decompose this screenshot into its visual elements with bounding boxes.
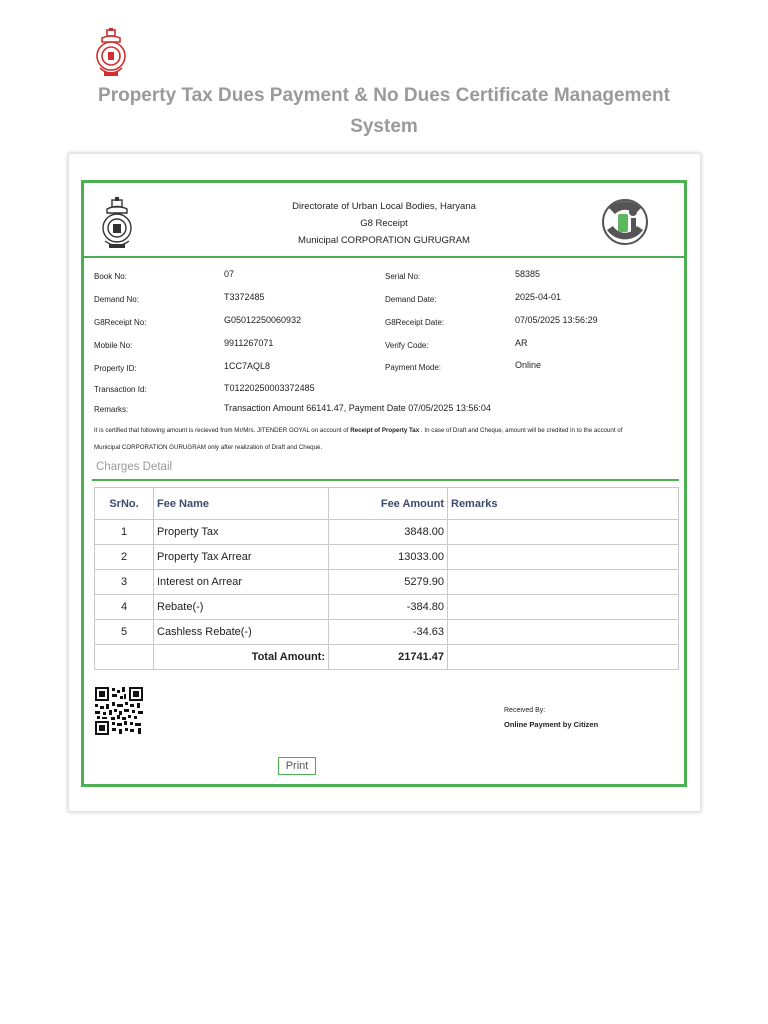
g8-receipt-no-label: G8Receipt No: bbox=[94, 318, 147, 327]
total-empty-cell bbox=[95, 645, 154, 670]
certification-part1: It is certified that following amount is recieved from Mr/Mrs. JITENDER GOYAL on account of bbox=[94, 427, 351, 434]
qr-code-icon bbox=[95, 687, 143, 735]
row-fee-name: Property Tax bbox=[154, 520, 329, 545]
certification-text bbox=[94, 422, 684, 456]
table-row bbox=[95, 595, 679, 620]
row-remarks bbox=[448, 545, 679, 570]
row-fee-name: Rebate(-) bbox=[154, 595, 329, 620]
remarks-value: Transaction Amount 66141.47, Payment Date 07/05/2025 13:56:04 bbox=[224, 403, 491, 413]
row-srno: 4 bbox=[95, 595, 154, 620]
row-fee-name: Property Tax Arrear bbox=[154, 545, 329, 570]
charges-detail-title: Charges Detail bbox=[96, 461, 173, 473]
g8-receipt-date-value: 07/05/2025 13:56:29 bbox=[515, 315, 598, 325]
row-fee-amount: 13033.00 bbox=[329, 545, 448, 570]
table-row bbox=[95, 545, 679, 570]
demand-date-label: Demand Date: bbox=[385, 295, 437, 304]
demand-no-label: Demand No: bbox=[94, 295, 139, 304]
total-remarks-cell bbox=[448, 645, 679, 670]
row-fee-name: Interest on Arrear bbox=[154, 570, 329, 595]
certification-part2: . In case of Draft and Cheque, amount will be credited in to the account of bbox=[419, 427, 623, 434]
haryana-emblem-icon bbox=[96, 197, 138, 251]
row-fee-amount: -34.63 bbox=[329, 620, 448, 645]
haryana-emblem-icon bbox=[90, 28, 132, 80]
certification-bold: Receipt of Property Tax bbox=[350, 427, 420, 434]
received-by-label: Received By: bbox=[504, 707, 546, 714]
total-amount-value: 21741.47 bbox=[329, 645, 448, 670]
serial-no-value: 58385 bbox=[515, 269, 541, 279]
table-row bbox=[95, 570, 679, 595]
row-srno: 1 bbox=[95, 520, 154, 545]
corporation-name: Municipal CORPORATION GURUGRAM bbox=[298, 235, 470, 246]
transaction-id-value: T01220250003372485 bbox=[224, 383, 315, 393]
total-row bbox=[95, 645, 679, 670]
charges-table bbox=[94, 487, 679, 670]
payment-mode-label: Payment Mode: bbox=[385, 363, 442, 372]
table-header-row bbox=[95, 488, 679, 520]
payment-mode-value: Online bbox=[515, 360, 542, 370]
serial-no-label: Serial No: bbox=[385, 272, 421, 281]
receipt-header bbox=[84, 183, 684, 258]
row-fee-amount: -384.80 bbox=[329, 595, 448, 620]
department-name: Directorate of Urban Local Bodies, Haryana bbox=[292, 201, 476, 212]
row-remarks bbox=[448, 595, 679, 620]
received-by-value: Online Payment by Citizen bbox=[504, 720, 599, 729]
g8-receipt-date-label: G8Receipt Date: bbox=[385, 318, 445, 327]
mobile-no-value: 9911267071 bbox=[224, 338, 274, 348]
header-fee-amount: Fee Amount bbox=[329, 488, 448, 520]
book-no-label: Book No: bbox=[94, 272, 127, 281]
total-amount-label: Total Amount: bbox=[154, 645, 329, 670]
header-fee-name: Fee Name bbox=[154, 488, 329, 520]
row-remarks bbox=[448, 520, 679, 545]
receipt-frame bbox=[81, 180, 687, 787]
book-no-value: 07 bbox=[224, 269, 235, 279]
row-fee-amount: 3848.00 bbox=[329, 520, 448, 545]
row-srno: 3 bbox=[95, 570, 154, 595]
header-remarks: Remarks bbox=[448, 488, 679, 520]
table-row bbox=[95, 520, 679, 545]
row-srno: 5 bbox=[95, 620, 154, 645]
table-row bbox=[95, 620, 679, 645]
charges-divider bbox=[92, 479, 679, 481]
certification-line2: Municipal CORPORATION GURUGRAM only after realization of Draft and Cheque. bbox=[94, 444, 323, 451]
print-button[interactable]: Print bbox=[278, 757, 316, 775]
ulb-logo-icon bbox=[601, 196, 649, 248]
demand-date-value: 2025-04-01 bbox=[515, 292, 562, 302]
g8-receipt-no-value: G05012250060932 bbox=[224, 315, 302, 325]
transaction-id-label: Transaction Id: bbox=[94, 385, 147, 394]
verify-code-label: Verify Code: bbox=[385, 341, 429, 350]
verify-code-value: AR bbox=[515, 338, 528, 348]
demand-no-value: T3372485 bbox=[224, 292, 265, 302]
receipt-type: G8 Receipt bbox=[360, 218, 408, 229]
row-srno: 2 bbox=[95, 545, 154, 570]
mobile-no-label: Mobile No: bbox=[94, 341, 133, 350]
remarks-label: Remarks: bbox=[94, 405, 129, 414]
row-fee-amount: 5279.90 bbox=[329, 570, 448, 595]
page-title: Property Tax Dues Payment & No Dues Certificate Management System bbox=[98, 85, 670, 137]
property-id-value: 1CC7AQL8 bbox=[224, 361, 271, 371]
header-srno: SrNo. bbox=[95, 488, 154, 520]
row-remarks bbox=[448, 570, 679, 595]
row-remarks bbox=[448, 620, 679, 645]
property-id-label: Property ID: bbox=[94, 364, 137, 373]
row-fee-name: Cashless Rebate(-) bbox=[154, 620, 329, 645]
